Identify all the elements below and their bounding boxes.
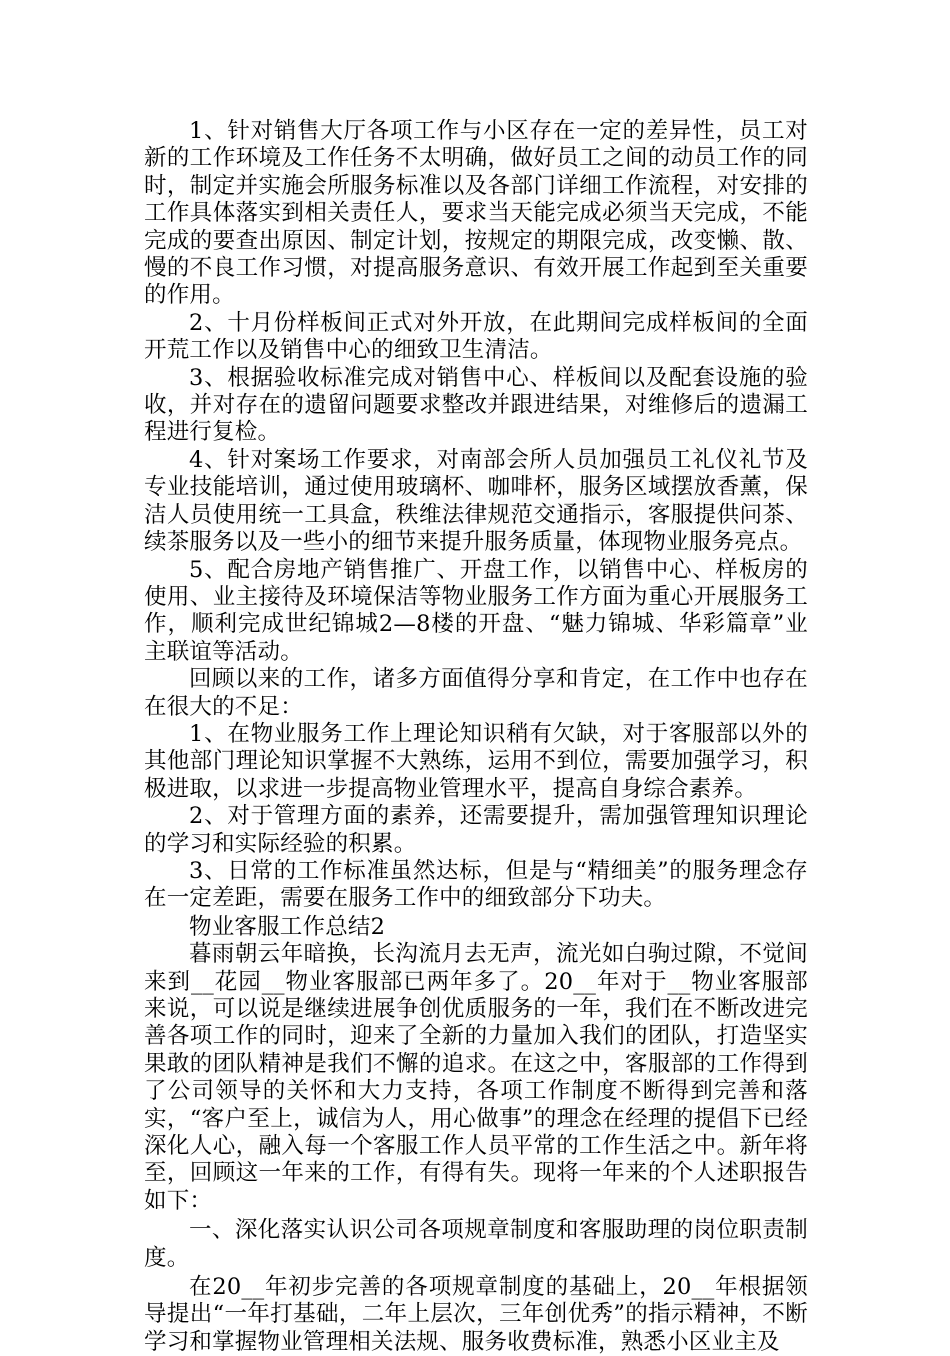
section-heading-one: 一、深化落实认识公司各项规章制度和客服助理的岗位职责制度。 — [144, 1217, 808, 1271]
shortcoming-item-2: 2、对于管理方面的素养，还需要提升，需加强管理知识理论的学习和实际经验的积累。 — [144, 803, 808, 857]
summary-intro-paragraph: 暮雨朝云年暗换，长沟流月去无声，流光如白驹过隙，不觉间来到__花园__物业客服部已两年多了。20__年对于__物业客服部来说，可以说是继续进展争创优质服务的一年，我们在不断改进完善各项工作的同时，迎来了全新的力量加入我们的团队，打造坚实果敢的团队精神是我们不懈的追求。在这之中，客服部的工作得到了公司领导的关怀和大力支持，各项工作制度不断得到完善和落实，“客户至上，诚信为人，用心做事”的理念在经理的提倡下已经深化人心，融入每一个客服工作人员平常的工作生活之中。新年将至，回顾这一年来的工作，有得有失。现将一年来的个人述职报告如下： — [144, 941, 808, 1214]
shortcoming-item-1: 1、在物业服务工作上理论知识稍有欠缺，对于客服部以外的其他部门理论知识掌握不大熟练，运用不到位，需要加强学习，积极进取，以求进一步提高物业管理水平，提高自身综合素养。 — [144, 720, 808, 802]
paragraph-item-4: 4、针对案场工作要求，对南部会所人员加强员工礼仪礼节及专业技能培训，通过使用玻璃杯、咖啡杯，服务区域摆放香薰，保洁人员使用统一工具盒，秩维法律规范交通指示，客服提供问茶、续茶服务以及一些小的细节来提升服务质量，体现物业服务亮点。 — [144, 446, 808, 556]
review-intro-paragraph: 回顾以来的工作，诸多方面值得分享和肯定，在工作中也存在在很大的不足： — [144, 666, 808, 720]
shortcoming-item-3: 3、日常的工作标准虽然达标，但是与“精细美”的服务理念存在一定差距，需要在服务工作中的细致部分下功夫。 — [144, 857, 808, 912]
paragraph-item-5: 5、配合房地产销售推广、开盘工作，以销售中心、样板房的使用、业主接待及环境保洁等物业服务工作方面为重心开展服务工作，顺利完成世纪锦城2—8楼的开盘、“魅力锦城、华彩篇章”业主联谊等活动。 — [144, 556, 808, 665]
paragraph-item-3: 3、根据验收标准完成对销售中心、样板间以及配套设施的验收，并对存在的遗留问题要求整改并跟进结果，对维修后的遗漏工程进行复检。 — [144, 364, 808, 446]
paragraph-item-1: 1、针对销售大厅各项工作与小区存在一定的差异性，员工对新的工作环境及工作任务不太明确，做好员工之间的动员工作的同时，制定并实施会所服务标准以及各部门详细工作流程，对安排的工作具体落实到相关责任人，要求当天能完成必须当天完成，不能完成的要查出原因、制定计划，按规定的期限完成，改变懒、散、慢的不良工作习惯，对提高服务意识、有效开展工作起到至关重要的作用。 — [144, 118, 808, 309]
paragraph-item-2: 2、十月份样板间正式对外开放，在此期间完成样板间的全面开荒工作以及销售中心的细致卫生清洁。 — [144, 309, 808, 364]
document-page — [144, 118, 808, 1356]
body-paragraph-final: 在20__年初步完善的各项规章制度的基础上，20__年根据领导提出“一年打基础，二年上层次，三年创优秀”的指示精神，不断学习和掌握物业管理相关法规、服务收费标准，熟悉小区业主及 — [144, 1274, 808, 1355]
section-title: 物业客服工作总结2 — [189, 913, 386, 940]
